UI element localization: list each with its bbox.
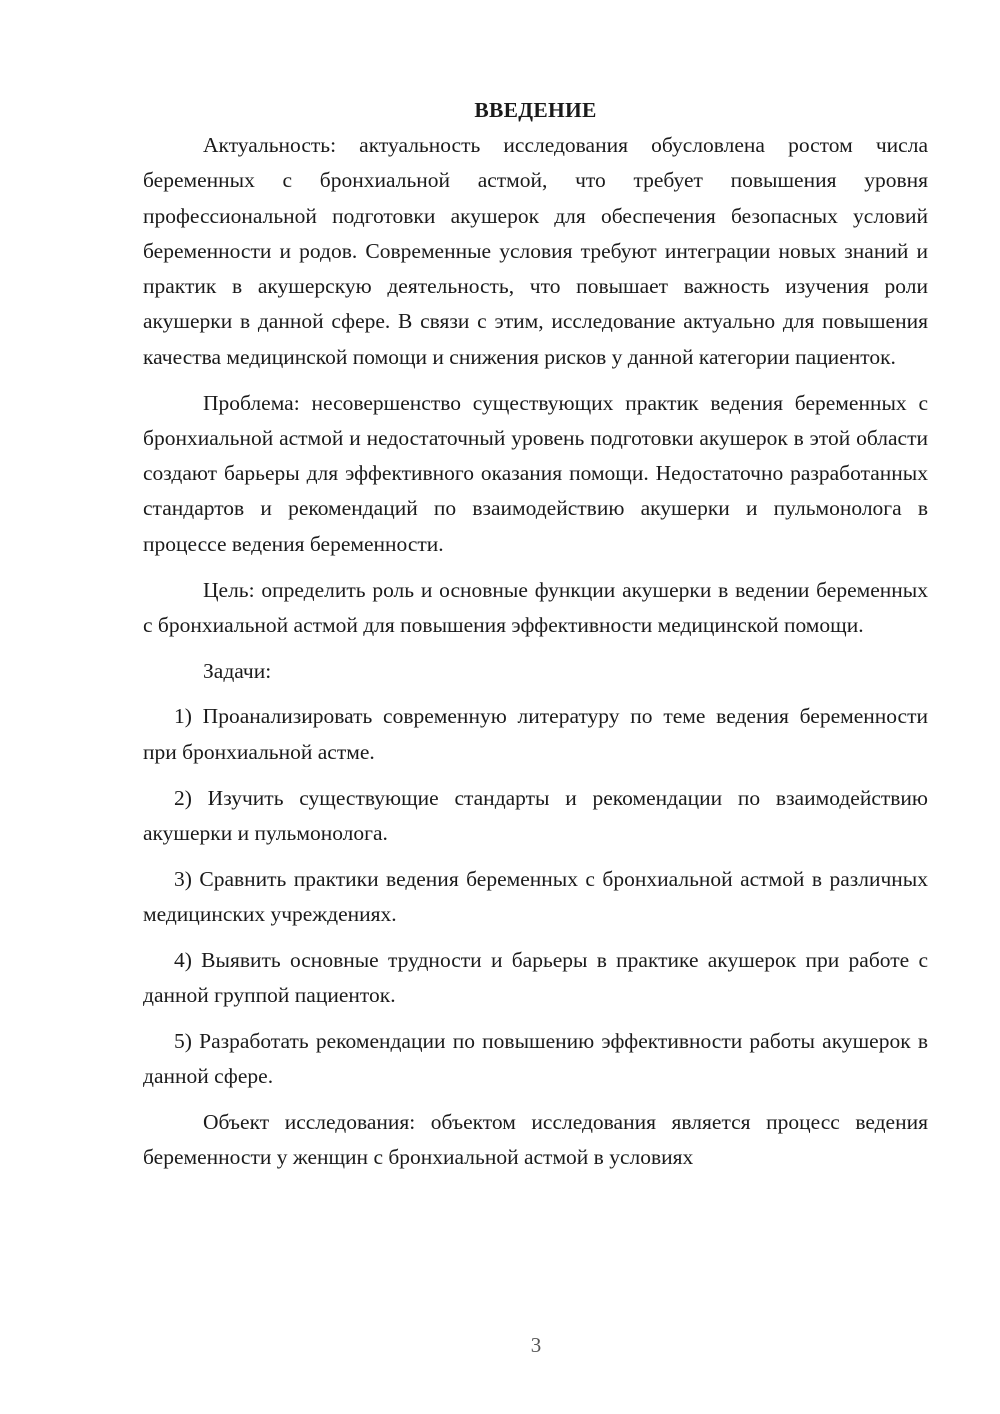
- goal-paragraph: Цель: определить роль и основные функции акушерки в ведении беременных с бронхиальной астмой для повышения эффективности медицинской помощи.: [143, 577, 928, 637]
- task-item-3: 3) Сравнить практики ведения беременных с бронхиальной астмой в различных медицинских учреждениях.: [143, 866, 928, 926]
- task-item-1: 1) Проанализировать современную литературу по теме ведения беременности при бронхиальной астме.: [143, 704, 928, 764]
- relevance-paragraph: Актуальность: актуальность исследования обусловлена ростом числа беременных с бронхиальной астмой, что требует повышения уровня профессиональной подготовки акушерок для обеспечения безопасных условий беременности и родов. Современные условия требуют интеграции новых знаний и практик в акушерскую деятельность, что повышает важность изучения роли акушерки в данной сфере. В связи с этим, исследование актуально для повышения качества медицинской помощи и снижения рисков у данной категории пациенток.: [143, 133, 928, 369]
- page-content: [143, 93, 928, 1176]
- task-item-5: 5) Разработать рекомендации по повышению эффективности работы акушерок в данной сфере.: [143, 1028, 928, 1089]
- tasks-title: Задачи:: [203, 658, 272, 683]
- page-number: 3: [530, 1333, 542, 1357]
- task-item-2: 2) Изучить существующие стандарты и рекомендации по взаимодействию акушерки и пульмонолога.: [143, 785, 928, 845]
- problem-paragraph: Проблема: несовершенство существующих практик ведения беременных с бронхиальной астмой и недостаточный уровень подготовки акушерок в этой области создают барьеры для эффективного оказания помощи. Недостаточно разработанных стандартов и рекомендаций по взаимодействию акушерки и пульмонолога в процессе ведения беременности.: [143, 390, 928, 556]
- object-paragraph: Объект исследования: объектом исследования является процесс ведения беременности у женщин с бронхиальной астмой в условиях: [143, 1109, 928, 1170]
- task-item-4: 4) Выявить основные трудности и барьеры в практике акушерок при работе с данной группой пациенток.: [143, 947, 928, 1008]
- section-heading: ВВЕДЕНИЕ: [474, 98, 597, 122]
